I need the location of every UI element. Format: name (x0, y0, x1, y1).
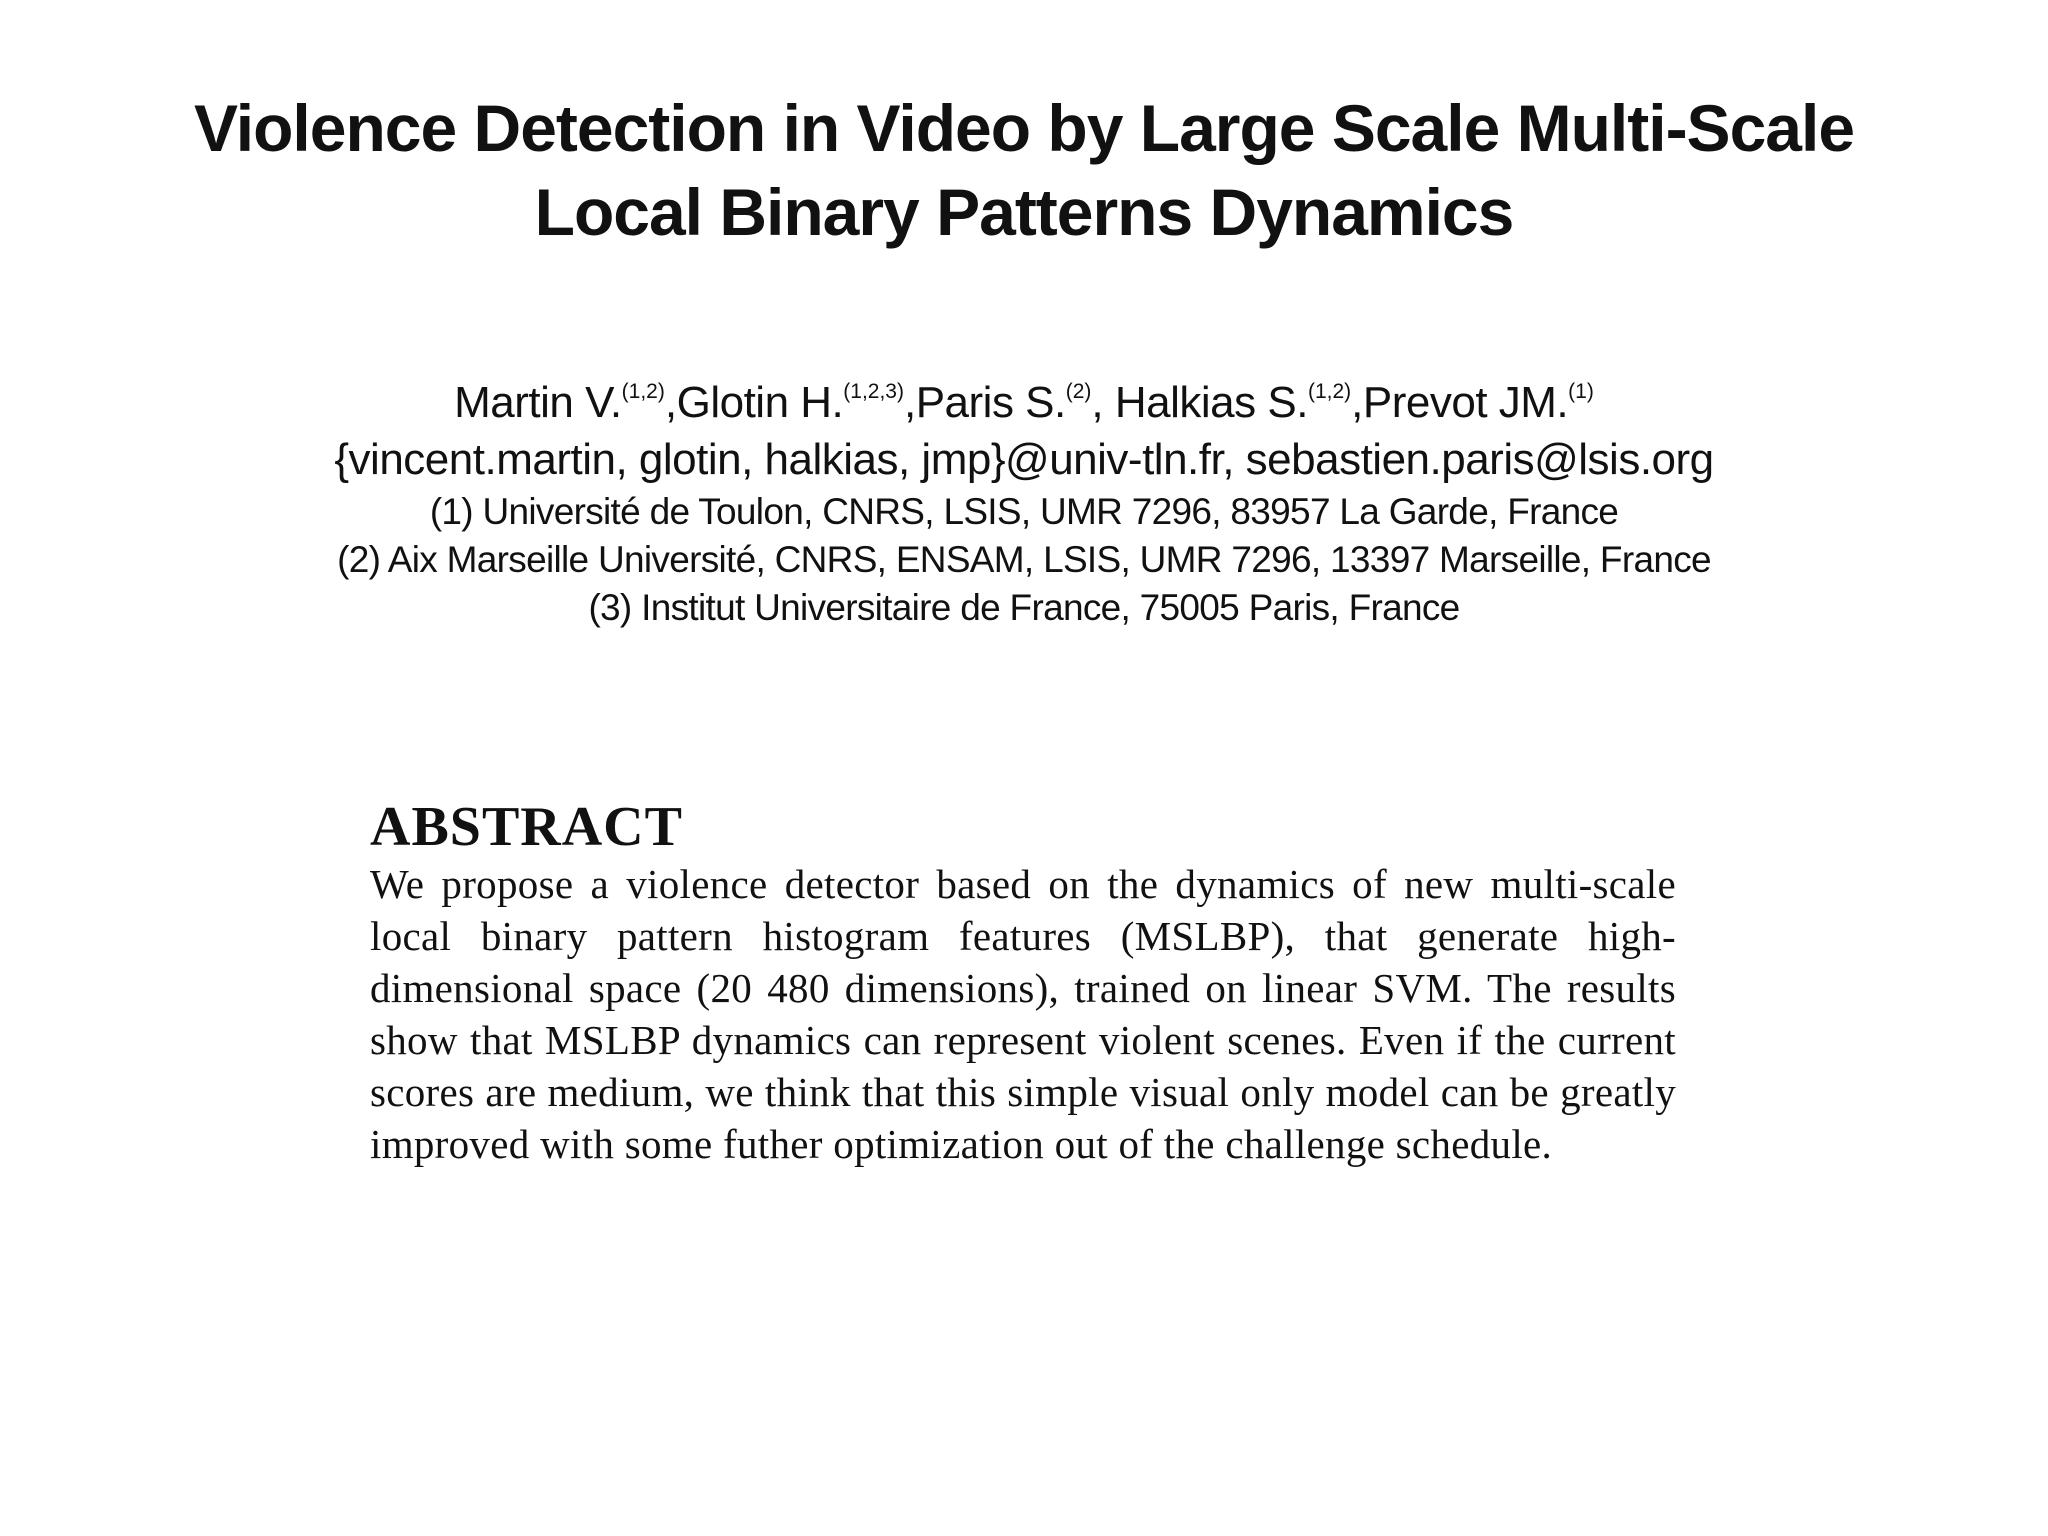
author-separator: , (664, 378, 677, 427)
abstract-heading: ABSTRACT (370, 796, 683, 858)
author-name: Halkias S. (1114, 378, 1308, 427)
author-affiliation-marker: (1,2) (621, 380, 665, 403)
author-name: Martin V. (454, 378, 622, 427)
author-name: Prevot JM. (1362, 378, 1569, 427)
author-separator: , (1091, 378, 1115, 427)
author-list (0, 374, 2048, 432)
author-separator: , (903, 378, 916, 427)
affiliation-2: (2) Aix Marseille Université, CNRS, ENSAM, LSIS, UMR 7296, 13397 Marseille, France (337, 539, 1711, 580)
author-block (0, 374, 2048, 632)
title-line-2: Local Binary Patterns Dynamics (534, 175, 1514, 249)
author-emails: {vincent.martin, glotin, halkias, jmp}@univ-tln.fr, sebastien.paris@lsis.org (334, 435, 1714, 484)
author-affiliation-marker: (1,2,3) (843, 380, 904, 403)
author-name: Glotin H. (676, 378, 844, 427)
author-separator: , (1351, 378, 1363, 427)
author-affiliation-marker: (1,2) (1307, 380, 1352, 403)
abstract-body: We propose a violence detector based on the dynamics of new multi-scale local binary pattern histogram features (MSLBP), that generate high-dimensional space (20 480 dimensions), trained on linear SVM. The results show that MSLBP dynamics can represent violent scenes. Even if the current scores are medium, we think that this simple visual only model can be greatly improved with some futher optimization out of the challenge schedule. (370, 861, 1676, 1167)
author-name: Paris S. (915, 378, 1066, 427)
affiliation-3: (3) Institut Universitaire de France, 75005 Paris, France (588, 587, 1460, 628)
abstract-section (370, 796, 1676, 1170)
author-affiliation-marker: (1) (1568, 380, 1594, 403)
affiliation-1: (1) Université de Toulon, CNRS, LSIS, UMR 7296, 83957 La Garde, France (429, 491, 1619, 532)
title-line-1: Violence Detection in Video by Large Scale Multi-Scale (193, 91, 1855, 165)
author-affiliation-marker: (2) (1065, 380, 1092, 403)
paper-title (0, 86, 2048, 254)
